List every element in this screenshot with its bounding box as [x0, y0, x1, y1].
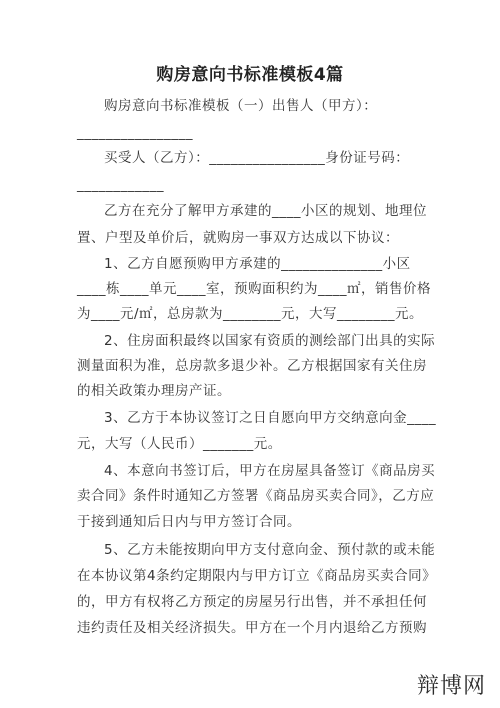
paragraph-line: 5、乙方未能按期向甲方支付意向金、预付款的或未能 — [104, 542, 436, 558]
paragraph-line: 乙方在充分了解甲方承建的____小区的规划、地理位 — [104, 203, 427, 219]
paragraph-line: 违约责任及相关经济损失。甲方在一个月内退给乙方预购 — [77, 620, 427, 636]
paragraph-line: 购房意向书标准模板（一）出售人（甲方）： — [104, 98, 378, 114]
paragraph-line: 元，大写（人民币）_______元。 — [77, 436, 282, 452]
paragraph-line: 3、乙方于本协议签订之日自愿向甲方交纳意向金____ — [104, 410, 437, 426]
paragraph-line: 测量面积为准，总房款多退少补。乙方根据国家有关住房 — [77, 358, 427, 374]
paragraph-line: 买受人（乙方）：________________身份证号码： — [104, 150, 410, 166]
blank-underline: ____________ — [77, 177, 164, 193]
paragraph-line: 于接到通知后日内与甲方签订合同。 — [77, 514, 301, 530]
site-watermark: 辩博网 — [416, 674, 486, 699]
paragraph-line: 为____元/㎡，总房款为________元，大写________元。 — [77, 306, 424, 322]
blank-underline: ________________ — [77, 125, 193, 141]
paragraph-line: 置、户型及单价后，就购房一事双方达成以下协议： — [77, 230, 399, 246]
paragraph-line: 4、本意向书签订后，甲方在房屋具备签订《商品房买 — [104, 463, 436, 479]
paragraph-line: 的，甲方有权将乙方预定的房屋另行出售，并不承担任何 — [77, 594, 427, 610]
paragraph-line: 1、乙方自愿预购甲方承建的______________小区 — [104, 256, 411, 272]
paragraph-line: 的相关政策办理房产证。 — [77, 383, 231, 399]
paragraph-line: 2、住房面积最终以国家有资质的测绘部门出具的实际 — [104, 333, 436, 349]
paragraph-line: ____栋____单元____室，预购面积约为____㎡，销售价格 — [77, 281, 431, 297]
paragraph-line: 在本协议第4条约定期限内与甲方订立《商品房买卖合同》 — [77, 568, 437, 584]
paragraph-line: 卖合同》条件时通知乙方签署《商品房买卖合同》，乙方应 — [77, 488, 435, 504]
document-title: 购房意向书标准模板4篇 — [156, 65, 344, 85]
